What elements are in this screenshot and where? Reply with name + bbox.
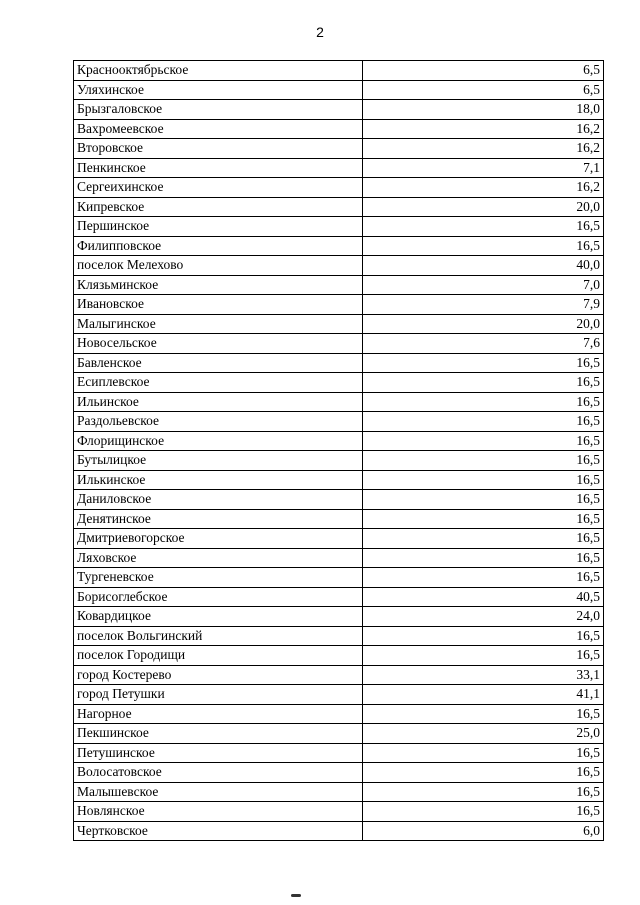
municipality-name-cell: Филипповское xyxy=(74,236,363,256)
value-cell: 16,2 xyxy=(363,178,604,198)
municipality-name-cell: поселок Мелехово xyxy=(74,256,363,276)
table-row xyxy=(74,802,604,822)
value-cell: 16,2 xyxy=(363,119,604,139)
table-row xyxy=(74,119,604,139)
table-row xyxy=(74,685,604,705)
table-row xyxy=(74,334,604,354)
municipality-name-cell: Краснооктябрьское xyxy=(74,61,363,81)
value-cell: 16,5 xyxy=(363,412,604,432)
table-row xyxy=(74,139,604,159)
municipality-name-cell: Есиплевское xyxy=(74,373,363,393)
table-row xyxy=(74,197,604,217)
value-cell: 16,5 xyxy=(363,392,604,412)
value-cell: 6,0 xyxy=(363,821,604,841)
municipality-name-cell: поселок Вольгинский xyxy=(74,626,363,646)
table-body xyxy=(74,61,604,841)
table-row xyxy=(74,451,604,471)
value-cell: 16,5 xyxy=(363,431,604,451)
municipality-name-cell: Тургеневское xyxy=(74,568,363,588)
value-cell: 16,5 xyxy=(363,782,604,802)
municipality-name-cell: Бавленское xyxy=(74,353,363,373)
value-cell: 16,5 xyxy=(363,490,604,510)
page-number: 2 xyxy=(316,24,324,40)
municipality-name-cell: Пекшинское xyxy=(74,724,363,744)
value-cell: 16,5 xyxy=(363,743,604,763)
value-cell: 20,0 xyxy=(363,314,604,334)
table-row xyxy=(74,236,604,256)
value-cell: 16,5 xyxy=(363,373,604,393)
table-row xyxy=(74,587,604,607)
municipality-name-cell: Вахромеевское xyxy=(74,119,363,139)
value-cell: 16,5 xyxy=(363,568,604,588)
table-row xyxy=(74,470,604,490)
value-cell: 7,1 xyxy=(363,158,604,178)
table-row xyxy=(74,178,604,198)
table-row xyxy=(74,412,604,432)
table-row xyxy=(74,431,604,451)
table-row xyxy=(74,275,604,295)
municipality-name-cell: Флорищинское xyxy=(74,431,363,451)
table-row xyxy=(74,763,604,783)
table-row xyxy=(74,568,604,588)
table-row xyxy=(74,607,604,627)
table-row xyxy=(74,743,604,763)
municipality-name-cell: Бутылицкое xyxy=(74,451,363,471)
table-row xyxy=(74,490,604,510)
table-row xyxy=(74,61,604,81)
value-cell: 25,0 xyxy=(363,724,604,744)
municipality-name-cell: поселок Городищи xyxy=(74,646,363,666)
table-row xyxy=(74,100,604,120)
municipality-name-cell: Клязьминское xyxy=(74,275,363,295)
table-row xyxy=(74,256,604,276)
municipality-name-cell: Уляхинское xyxy=(74,80,363,100)
table-row xyxy=(74,626,604,646)
value-cell: 16,2 xyxy=(363,139,604,159)
table-row xyxy=(74,704,604,724)
value-cell: 16,5 xyxy=(363,763,604,783)
value-cell: 16,5 xyxy=(363,626,604,646)
municipality-name-cell: Борисоглебское xyxy=(74,587,363,607)
municipality-name-cell: Чертковское xyxy=(74,821,363,841)
table-row xyxy=(74,295,604,315)
municipality-name-cell: Сергеихинское xyxy=(74,178,363,198)
value-cell: 16,5 xyxy=(363,646,604,666)
municipality-name-cell: Ляховское xyxy=(74,548,363,568)
value-cell: 24,0 xyxy=(363,607,604,627)
table-row xyxy=(74,548,604,568)
table-row xyxy=(74,158,604,178)
table-row xyxy=(74,509,604,529)
scan-mark xyxy=(291,894,301,897)
municipality-name-cell: Малышевское xyxy=(74,782,363,802)
municipality-name-cell: Дмитриевогорское xyxy=(74,529,363,549)
table-row xyxy=(74,80,604,100)
table-row xyxy=(74,373,604,393)
municipality-name-cell: Даниловское xyxy=(74,490,363,510)
value-cell: 16,5 xyxy=(363,529,604,549)
value-cell: 16,5 xyxy=(363,470,604,490)
municipality-name-cell: город Костерево xyxy=(74,665,363,685)
value-cell: 40,5 xyxy=(363,587,604,607)
municipality-name-cell: Второвское xyxy=(74,139,363,159)
municipality-name-cell: Раздольевское xyxy=(74,412,363,432)
table-row xyxy=(74,217,604,237)
value-cell: 16,5 xyxy=(363,353,604,373)
municipality-name-cell: Ильинское xyxy=(74,392,363,412)
municipality-name-cell: Пенкинское xyxy=(74,158,363,178)
municipality-name-cell: Першинское xyxy=(74,217,363,237)
municipality-name-cell: Малыгинское xyxy=(74,314,363,334)
municipality-name-cell: Новлянское xyxy=(74,802,363,822)
municipality-name-cell: Кипревское xyxy=(74,197,363,217)
value-cell: 6,5 xyxy=(363,80,604,100)
value-cell: 20,0 xyxy=(363,197,604,217)
value-cell: 16,5 xyxy=(363,548,604,568)
table-row xyxy=(74,782,604,802)
municipality-name-cell: Денятинское xyxy=(74,509,363,529)
municipality-name-cell: Брызгаловское xyxy=(74,100,363,120)
value-cell: 6,5 xyxy=(363,61,604,81)
table-row xyxy=(74,665,604,685)
value-cell: 16,5 xyxy=(363,802,604,822)
municipality-table xyxy=(73,60,604,841)
municipality-name-cell: Петушинское xyxy=(74,743,363,763)
table-row xyxy=(74,821,604,841)
municipality-name-cell: Ивановское xyxy=(74,295,363,315)
municipality-name-cell: Новосельское xyxy=(74,334,363,354)
municipality-name-cell: Волосатовское xyxy=(74,763,363,783)
table-row xyxy=(74,353,604,373)
value-cell: 33,1 xyxy=(363,665,604,685)
municipality-name-cell: Ковардицкое xyxy=(74,607,363,627)
value-cell: 41,1 xyxy=(363,685,604,705)
municipality-name-cell: Нагорное xyxy=(74,704,363,724)
table-row xyxy=(74,392,604,412)
value-cell: 7,0 xyxy=(363,275,604,295)
value-cell: 16,5 xyxy=(363,217,604,237)
table-row xyxy=(74,646,604,666)
value-cell: 16,5 xyxy=(363,509,604,529)
value-cell: 7,6 xyxy=(363,334,604,354)
table-row xyxy=(74,724,604,744)
value-cell: 40,0 xyxy=(363,256,604,276)
municipality-name-cell: город Петушки xyxy=(74,685,363,705)
table-row xyxy=(74,529,604,549)
value-cell: 16,5 xyxy=(363,236,604,256)
value-cell: 16,5 xyxy=(363,704,604,724)
value-cell: 7,9 xyxy=(363,295,604,315)
municipality-name-cell: Илькинское xyxy=(74,470,363,490)
value-cell: 18,0 xyxy=(363,100,604,120)
value-cell: 16,5 xyxy=(363,451,604,471)
table-row xyxy=(74,314,604,334)
